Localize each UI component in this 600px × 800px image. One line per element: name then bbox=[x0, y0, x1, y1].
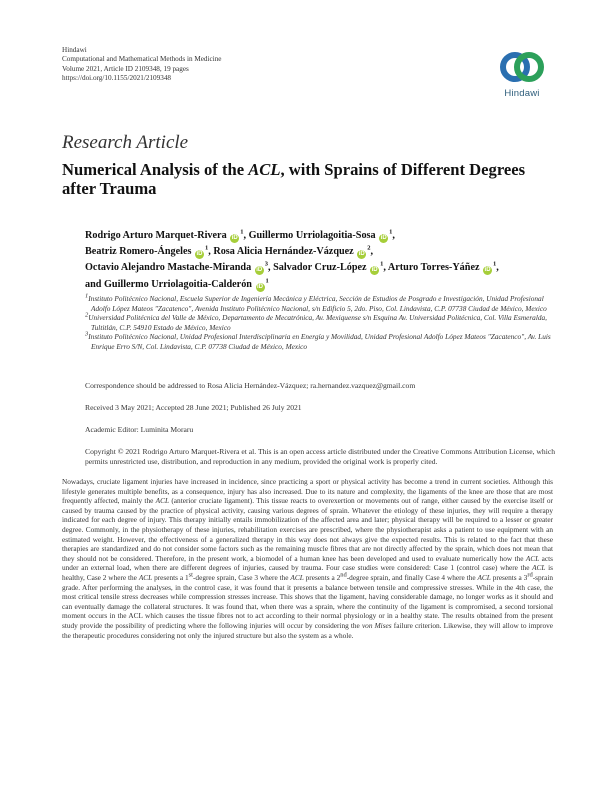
copyright: Copyright © 2021 Rodrigo Arturo Marquet-Rivera et al. This is an open access article distributed under the Creative Commons Attribution License, which permits unrestricted use, distribution, and reproduction in any medium, provided the original work is properly cited. bbox=[85, 447, 555, 466]
author-name[interactable]: Guillermo Urriolagoitia-Sosa bbox=[248, 230, 376, 241]
academic-editor: Academic Editor: Luminita Moraru bbox=[85, 425, 194, 434]
hindawi-logo-icon bbox=[499, 48, 545, 86]
article-type: Research Article bbox=[62, 132, 189, 153]
dates: Received 3 May 2021; Accepted 28 June 2021; Published 26 July 2021 bbox=[85, 403, 302, 412]
orcid-icon[interactable]: iD bbox=[358, 251, 365, 258]
affiliation bbox=[85, 294, 555, 313]
doi-link[interactable]: https://doi.org/10.1155/2021/2109348 bbox=[62, 74, 172, 83]
publisher-line: Hindawi bbox=[62, 46, 87, 54]
abstract bbox=[62, 477, 553, 640]
author-name[interactable]: Salvador Cruz-López bbox=[273, 262, 367, 274]
orcid-icon[interactable]: iD bbox=[256, 267, 263, 274]
orcid-icon[interactable]: iD bbox=[231, 235, 238, 241]
journal-meta bbox=[62, 46, 222, 84]
author-affil-sup: 1 bbox=[265, 277, 269, 285]
correspondence: Correspondence should be addressed to Rosa Alicia Hernández-Vázquez; ra.hernandez.vazquez@gmail.com bbox=[85, 381, 416, 390]
author-name[interactable]: Arturo Torres-Yáñez bbox=[387, 262, 480, 274]
author-affil-sup: 1 bbox=[493, 261, 497, 269]
affiliation-text: Instituto Politécnico Nacional, Unidad Profesional Interdisciplinaria en Energía y Movilidad, Unidad Profesional Adolfo López Mateos "Zacatenco", Av. Luis Enrique Erro S/N, Col. Lindavista, C.P. 07738 Ciudad de México, Mexico bbox=[88, 332, 551, 351]
author-affil-sup: 1 bbox=[389, 228, 393, 236]
author-name[interactable]: Beatriz Romero-Ángeles bbox=[85, 246, 192, 258]
orcid-icon[interactable]: iD bbox=[257, 283, 264, 290]
orcid-icon[interactable]: iD bbox=[380, 235, 387, 241]
orcid-icon[interactable]: iD bbox=[371, 267, 378, 274]
author-affil-sup: 1 bbox=[205, 244, 209, 252]
title-part-1: Numerical Analysis of the bbox=[62, 160, 249, 179]
affiliation-number: 3 bbox=[85, 330, 89, 338]
abstract-text: Nowadays, cruciate ligament injuries have increased in incidence, since practicing a sport or physical activity has become a trend in current societies. Although this lifestyle generates multiple benefits, as a consequence, injury has also increased. Due to its nature and complexity, the ligaments of the knee are those that are most frequently affected, mainly the ACL (anterior cruciate ligament). This tissue reacts to overexertion or movements out of range, either caused by the exercise itself or caused by trauma caused by the practice of physical activity, causing various degrees of sprain. Whatever the etiology of these injuries, they will require a therapy indicated for each degree of injury. This therapy initially entails immobilization of the affected area and later; physical therapy will be required to a lesser or greater degree. Commonly, in the physiotherapy of these injuries, rehabilitation exercises are prescribed, where the physiotherapist asks a patient to use equipment with an estimated weight. However, the effectiveness of a generalized therapy in this way does not always give the expected results. This is related to the fact that these therapies are standardized and do not consider some factors such as the remaining muscle fibres that are not directly affected by the sprain, which does not mean that they should not be considered. Therefore, in the present work, a biomodel of a human knee has been developed and used to evaluate numerically how the ACL acts under an external load, when there are different degrees of injuries, caused by trauma. Four case studies were considered: Case 1 (control case) where the ACL is healthy, Case 2 where the ACL presents a 1st-degree sprain, Case 3 where the ACL presents a 2nd-degree sprain, and finally Case 4 where the ACL presents a 3rd-sprain grade. After performing the analyses, in the control case, it was found that it presents a balance between tensile and compressive stresses. While in the 4th case, the most critical tensile stress decreases while compression stresses increase. This shows that the ligament, having considerable damage, no longer works as it should and can eventually damage the collateral structures. It was found that, when there was a sprain, where the continuity of the ligament is compromised, a second torsional moment occurs in the ACL which causes the tissue fibres not to act according to their normal physiology or in a healthy state. The results obtained from the present study provide the possibility of predicting where the following injuries will occur by considering the von Mises failure criterion. Likewise, they will allow to improve the therapeutic procedures considering not only the injured structure but also the system as a whole. bbox=[62, 477, 554, 640]
affiliation-text: Universidad Politécnica del Valle de México, Departamento de Mecatrónica, Av. Mexiquense s/n Esquina Av. Universidad Politécnica, Col. Villa Esmeralda, Tultitlán, C.P. 54910 Estado de México, Mexico bbox=[88, 313, 547, 332]
author-name[interactable]: Octavio Alejandro Mastache-Miranda bbox=[85, 262, 252, 274]
journal-name: Computational and Mathematical Methods in Medicine bbox=[62, 55, 222, 64]
author-affil-sup: 1 bbox=[240, 228, 244, 236]
author-affil-sup: 2 bbox=[367, 244, 371, 252]
affiliation-number: 1 bbox=[85, 292, 89, 300]
author-name[interactable]: Guillermo Urriolagoitia-Calderón bbox=[103, 278, 252, 290]
title-part-2: , with Sprains of Different Degrees after Trauma bbox=[62, 160, 526, 198]
affiliation-text: Instituto Politécnico Nacional, Escuela Superior de Ingeniería Mecánica y Eléctrica, Sección de Estudios de Posgrado e Investigación, Unidad Profesional Adolfo López Mateos "Zacatenco", Avenida Instituto Politécnico Nacional, s/n Edificio 5, 2do. Piso, Col. Lindavista, C.P. 07738 Ciudad de México, Mexico bbox=[88, 294, 547, 313]
author-name[interactable]: Rodrigo Arturo Marquet-Rivera bbox=[85, 230, 227, 241]
volume-line: Volume 2021, Article ID 2109348, 19 pages bbox=[62, 64, 189, 73]
author-list: Rodrigo Arturo Marquet-Rivera $iD^1$, Guillermo Urriolagoitia-Sosa $iD^1$, Beatriz Romero-Ángeles $iD^1$, Rosa Alicia Hernández-Vázquez $iD^2$, Octavio Alejandro Mastache-Miranda $iD^3$, Salvador Cruz-López $iD^1$, Arturo Torres-Yáñez $iD^1$, and Guillermo Urriolagoitia-Calderón $iD^1$ bbox=[85, 228, 499, 290]
author-name[interactable]: Rosa Alicia Hernández-Vázquez bbox=[213, 246, 354, 258]
author-affil-sup: 1 bbox=[380, 261, 384, 269]
affiliation bbox=[85, 332, 555, 351]
hindawi-logo[interactable] bbox=[496, 48, 548, 99]
affiliation-number: 2 bbox=[85, 311, 89, 319]
author-affil-sup: 3 bbox=[264, 261, 268, 269]
orcid-icon[interactable]: iD bbox=[196, 251, 203, 258]
title-italic: ACL bbox=[248, 160, 281, 179]
affiliation bbox=[85, 313, 555, 332]
orcid-icon[interactable]: iD bbox=[484, 267, 491, 274]
paper-title bbox=[62, 160, 562, 198]
logo-text: Hindawi bbox=[504, 88, 540, 99]
affiliations bbox=[85, 294, 555, 352]
author-connector: and bbox=[85, 278, 102, 290]
